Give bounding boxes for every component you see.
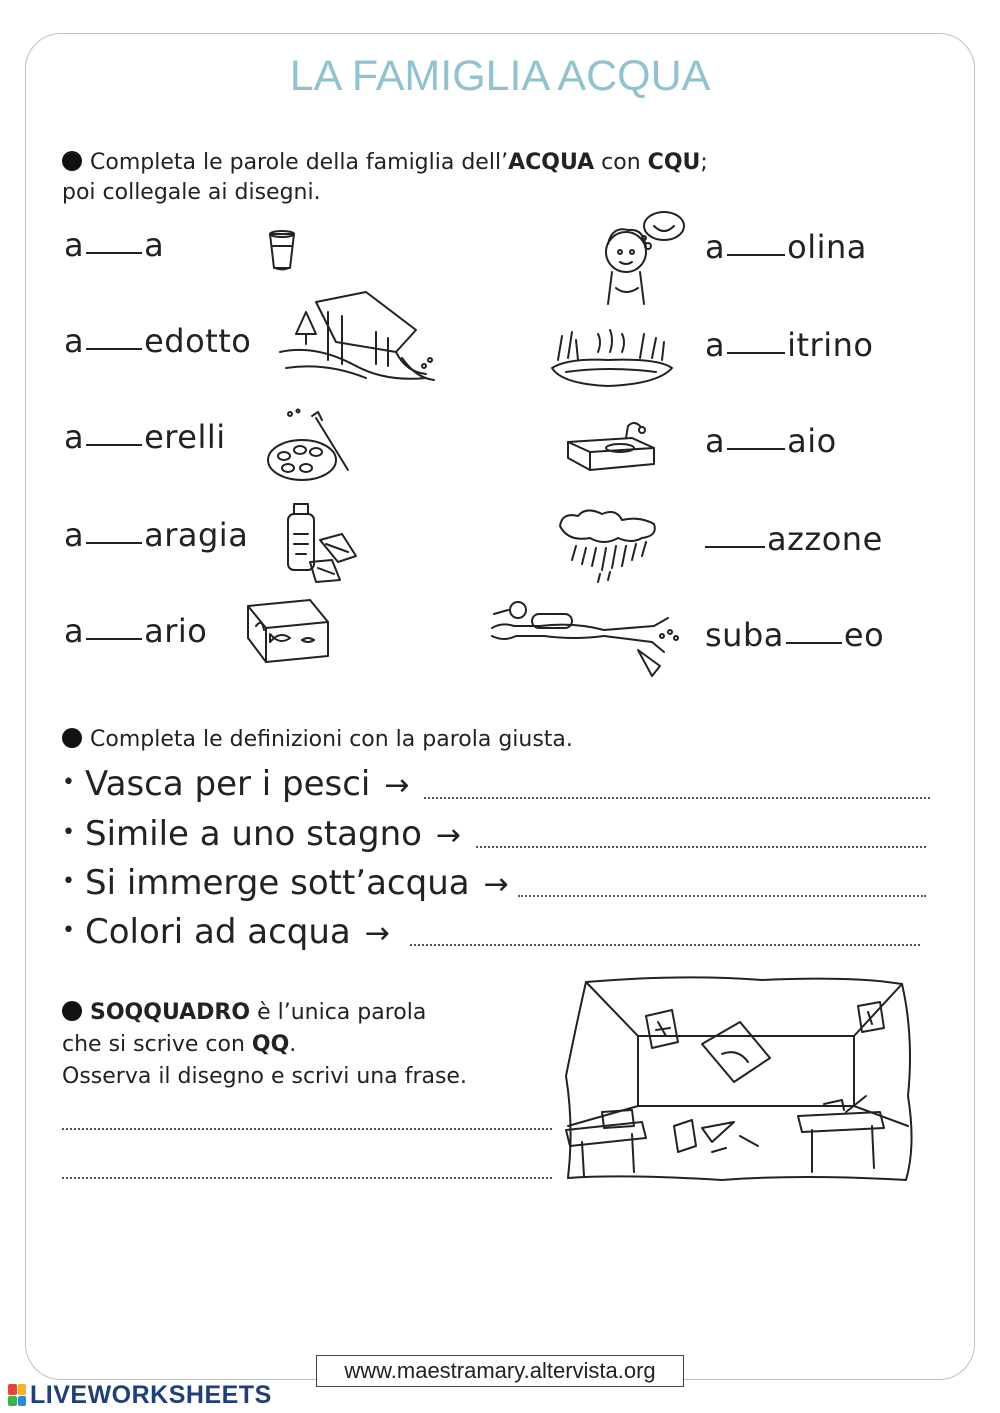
exercise1-instruction: Completa le parole della famiglia dell’ACQUA con CQU; poi collegale ai disegni.	[62, 150, 708, 205]
arrow-right-icon: →	[364, 916, 390, 951]
aqueduct-icon[interactable]	[276, 282, 436, 392]
word-blank[interactable]	[727, 352, 785, 354]
word-fill-right-1[interactable]: a olina	[705, 228, 867, 266]
arrow-right-icon: →	[384, 768, 410, 803]
bullet-dot-icon	[62, 151, 82, 171]
bullet-dot-icon	[62, 1001, 82, 1021]
girl-drool-icon[interactable]	[598, 208, 690, 308]
answer-line[interactable]	[62, 1128, 552, 1130]
messy-classroom-icon	[562, 976, 918, 1184]
word-fill-right-3[interactable]: a aio	[705, 422, 837, 460]
liveworksheets-logo-icon	[8, 1384, 26, 1406]
word-fill-right-4[interactable]: azzone	[705, 520, 883, 558]
sink-icon[interactable]	[562, 418, 660, 474]
exercise2-instruction: Completa le definizioni con la parola giusta.	[62, 725, 573, 755]
bullet-dot-icon	[62, 728, 82, 748]
definition-row: • Vasca per i pesci →	[62, 764, 410, 804]
word-blank[interactable]	[86, 638, 142, 640]
word-blank[interactable]	[86, 444, 142, 446]
glass-icon[interactable]	[262, 228, 302, 274]
word-blank[interactable]	[705, 546, 765, 548]
answer-line[interactable]	[424, 797, 930, 799]
word-fill-left-2[interactable]: a edotto	[64, 322, 252, 360]
watercolor-palette-icon[interactable]	[266, 408, 354, 484]
scuba-diver-icon[interactable]	[484, 596, 680, 678]
definition-row: • Simile a uno stagno →	[62, 814, 462, 854]
word-fill-left-4[interactable]: a aragia	[64, 516, 249, 554]
arrow-right-icon: →	[483, 867, 509, 902]
word-fill-right-5[interactable]: suba eo	[705, 616, 885, 654]
word-blank[interactable]	[786, 642, 842, 644]
word-fill-left-5[interactable]: a ario	[64, 612, 208, 650]
word-blank[interactable]	[86, 252, 142, 254]
source-url[interactable]: www.maestramary.altervista.org	[316, 1355, 684, 1387]
word-fill-right-2[interactable]: a itrino	[705, 326, 874, 364]
word-fill-left-3[interactable]: a erelli	[64, 418, 226, 456]
aquarium-icon[interactable]	[244, 596, 332, 666]
rain-cloud-icon[interactable]	[556, 506, 660, 588]
word-blank[interactable]	[727, 254, 785, 256]
arrow-right-icon: →	[435, 818, 462, 853]
answer-line[interactable]	[518, 895, 926, 897]
answer-line[interactable]	[476, 846, 926, 848]
pine-soap-bottle-icon[interactable]	[280, 500, 360, 584]
definition-row: • Si immerge sott’acqua →	[62, 863, 509, 903]
word-blank[interactable]	[86, 348, 142, 350]
swamp-icon[interactable]	[548, 322, 676, 394]
answer-line[interactable]	[410, 944, 920, 946]
word-fill-left-1[interactable]: a a	[64, 226, 165, 264]
word-blank[interactable]	[727, 448, 785, 450]
page-title: LA FAMIGLIA ACQUA	[289, 52, 711, 100]
definition-row: • Colori ad acqua →	[62, 912, 390, 952]
exercise3-instruction: SOQQUADRO è l’unica parola che si scrive con QQ. Osserva il disegno e scrivi una frase.	[62, 1000, 467, 1089]
answer-line[interactable]	[62, 1177, 552, 1179]
word-blank[interactable]	[86, 542, 142, 544]
liveworksheets-brand[interactable]: LIVEWORKSHEETS	[8, 1381, 272, 1409]
